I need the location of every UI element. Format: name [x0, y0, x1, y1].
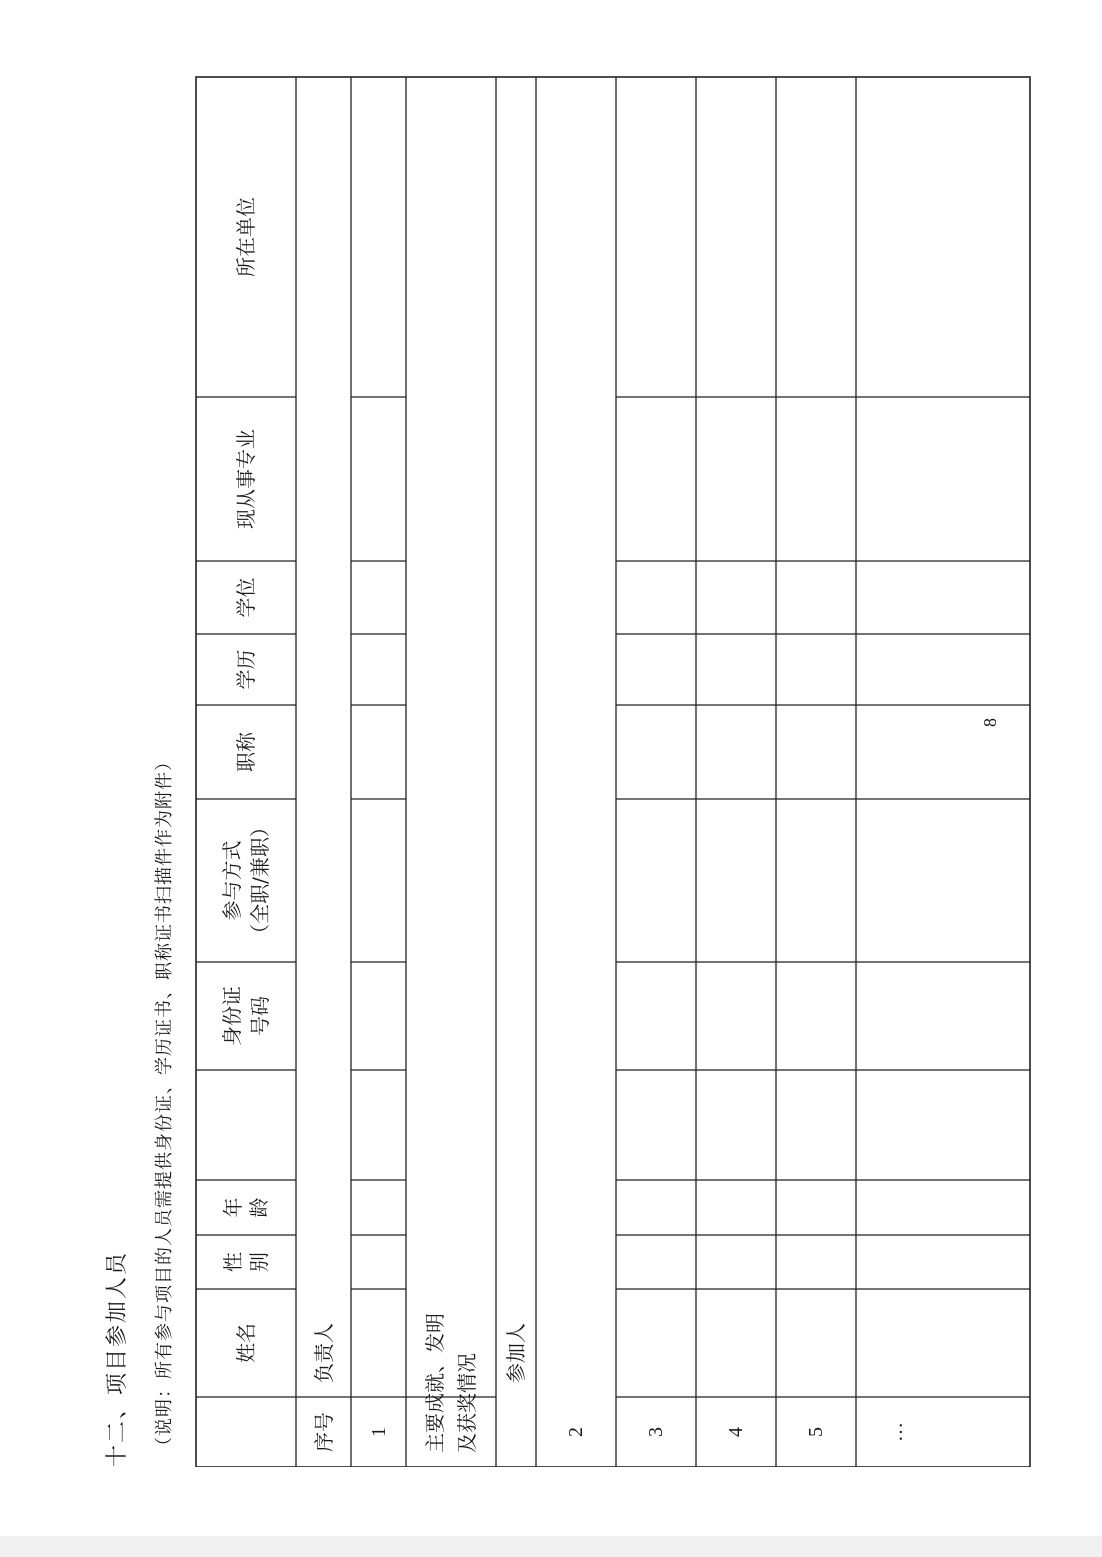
header-education: 学历	[234, 649, 258, 690]
header-title: 职称	[234, 732, 258, 772]
row-number-5: 5	[805, 1427, 827, 1437]
section-title: 十二、项目参加人员	[105, 1250, 130, 1467]
header-degree: 学位	[234, 577, 258, 618]
rotated-form-page	[100, 0, 1060, 1467]
page-number: 8	[980, 718, 1000, 727]
row-number-3: 3	[645, 1427, 667, 1437]
header-name: 姓名	[234, 1323, 258, 1363]
row-number-1: 1	[367, 1427, 390, 1437]
row-number-4: 4	[725, 1427, 747, 1437]
header-specialty: 现从事专业	[234, 429, 258, 529]
header-participation: 参与方式 （全职/兼职）	[220, 817, 272, 944]
leader-label: 负责人	[311, 1323, 336, 1383]
header-unit: 所在单位	[234, 197, 258, 277]
achievements-label: 主要成就、发明 及获奖情况	[423, 1313, 479, 1453]
lower-column-lines	[616, 397, 1030, 1397]
section-note: （说明：所有参与项目的人员需提供身份证、学历证书、职称证书扫描件作为附件）	[154, 752, 175, 1455]
participants-label: 参加人	[504, 1323, 528, 1383]
row-number-2: 2	[565, 1427, 587, 1437]
header-seq: 序号	[311, 1412, 336, 1452]
header-gender: 性 别	[221, 1252, 271, 1272]
header-id-number: 身份证 号码	[220, 986, 272, 1046]
header-age: 年 龄	[221, 1197, 271, 1218]
scan-edge-shade	[0, 1536, 1102, 1557]
row-number-more: …	[885, 1422, 907, 1442]
